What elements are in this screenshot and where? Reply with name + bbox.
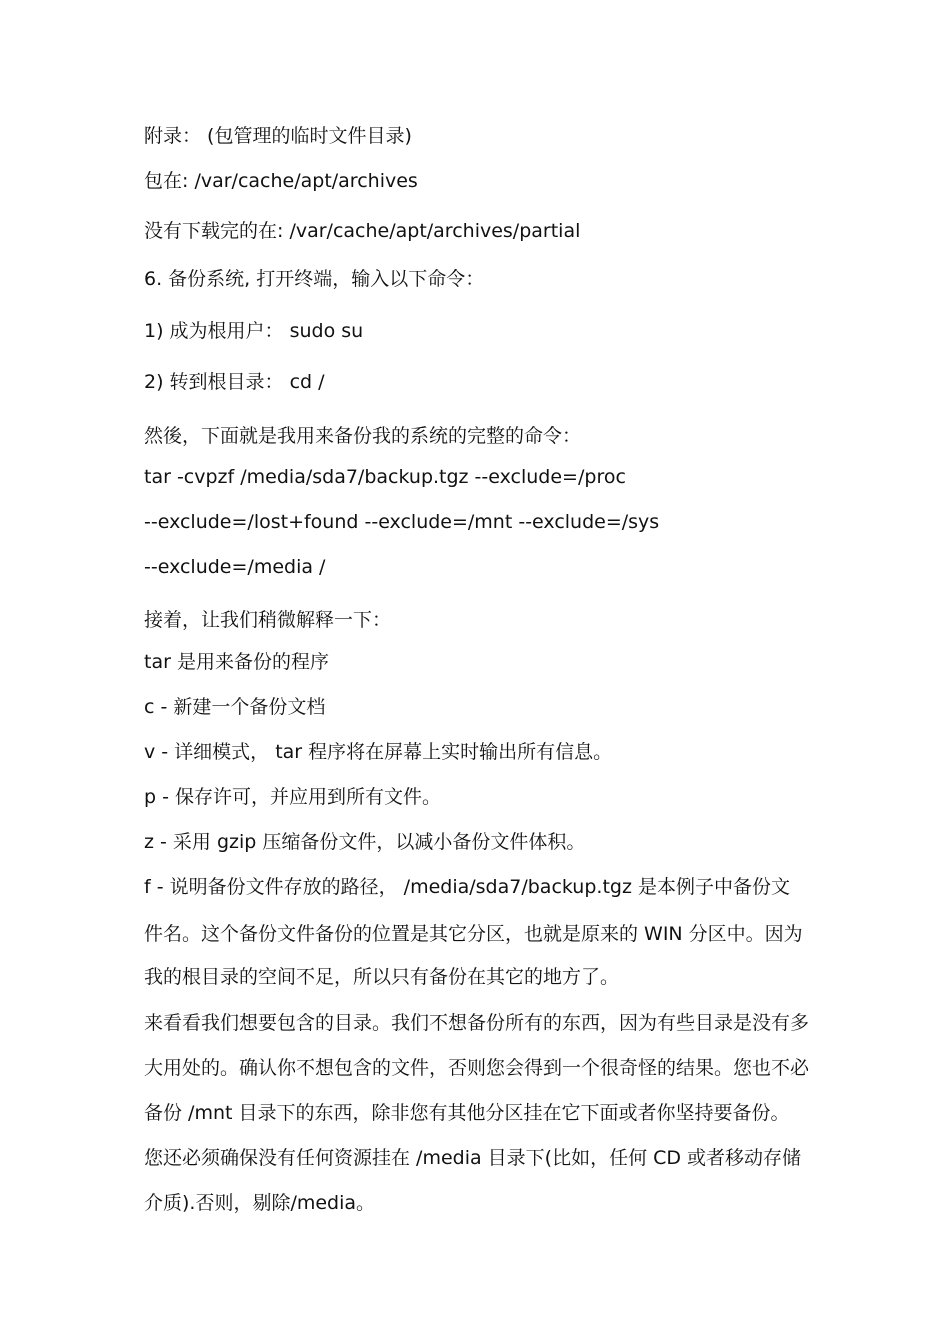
- paragraph-line: 来看看我们想要包含的目录。我们不想备份所有的东西，因为有些目录是没有多: [144, 1012, 810, 1034]
- tar-command-line-2: --exclude=/lost+found --exclude=/mnt --exclude=/sys: [144, 511, 660, 533]
- option-c-line: c - 新建一个备份文档: [144, 696, 326, 718]
- command-intro-line: 然後，下面就是我用来备份我的系统的完整的命令：: [144, 425, 582, 447]
- paragraph-line: 大用处的。确认你不想包含的文件，否则您会得到一个很奇怪的结果。您也不必: [144, 1057, 810, 1079]
- option-v-line: v - 详细模式， tar 程序将在屏幕上实时输出所有信息。: [144, 741, 613, 763]
- paragraph-line: 备份 /mnt 目录下的东西，除非您有其他分区挂在它下面或者你坚持要备份。: [144, 1102, 790, 1124]
- option-z-line: z - 采用 gzip 压缩备份文件，以减小备份文件体积。: [144, 831, 586, 853]
- option-p-line: p - 保存许可，并应用到所有文件。: [144, 786, 441, 808]
- appendix-heading: 附录： (包管理的临时文件目录): [144, 125, 412, 147]
- paragraph-line: 您还必须确保没有任何资源挂在 /media 目录下(比如，任何 CD 或者移动存储: [144, 1147, 802, 1169]
- paragraph-line: 介质).否则，剔除/media。: [144, 1192, 376, 1214]
- explanation-intro-line: 接着，让我们稍微解释一下：: [144, 609, 392, 631]
- option-tar-line: tar 是用来备份的程序: [144, 651, 329, 673]
- tar-command-line-1: tar -cvpzf /media/sda7/backup.tgz --exclude=/proc: [144, 466, 626, 488]
- archives-path-line: 包在: /var/cache/apt/archives: [144, 170, 418, 192]
- option-f-line: f - 说明备份文件存放的路径， /media/sda7/backup.tgz 是本例子中备份文: [144, 876, 790, 898]
- partial-path-line: 没有下载完的在: /var/cache/apt/archives/partial: [144, 220, 581, 242]
- backup-section-heading: 6. 备份系统, 打开终端，输入以下命令：: [144, 268, 485, 290]
- step-1-line: 1) 成为根用户： sudo su: [144, 320, 364, 342]
- step-2-line: 2) 转到根目录： cd /: [144, 371, 325, 393]
- tar-command-line-3: --exclude=/media /: [144, 556, 326, 578]
- paragraph-line: 我的根目录的空间不足，所以只有备份在其它的地方了。: [144, 966, 620, 988]
- paragraph-line: 件名。这个备份文件备份的位置是其它分区，也就是原来的 WIN 分区中。因为: [144, 923, 803, 945]
